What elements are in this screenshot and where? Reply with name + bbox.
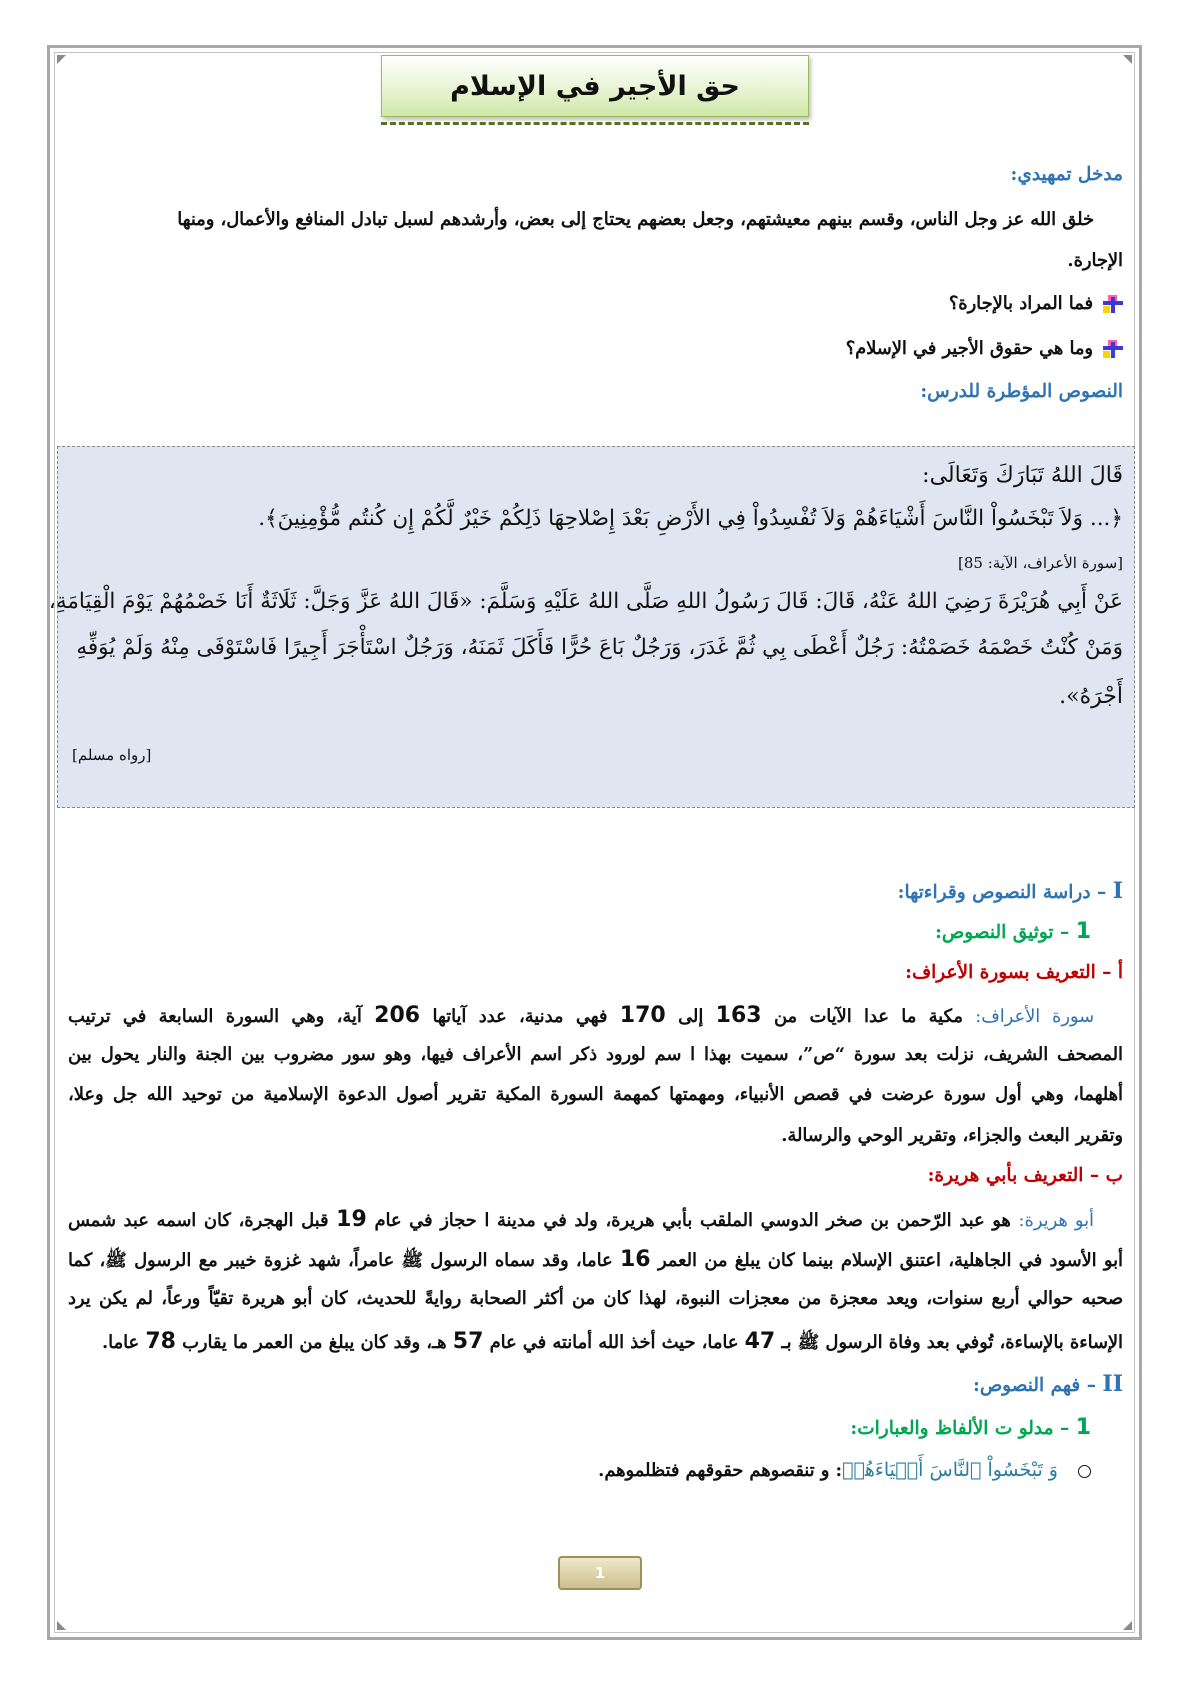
- vocabulary-quote: وَ تَبْخَسُواْ ٱلنَّاسَ أَشۡيَاءَهُمۡ: [842, 1459, 1058, 1481]
- bullet-icon: [1103, 340, 1123, 358]
- intro-question-1: [68, 292, 1123, 315]
- section-1-title: – دراسة النصوص وقراءتها:: [897, 882, 1113, 903]
- number-run: 47: [744, 1329, 776, 1354]
- intro-text-line2: الإجارة.: [1067, 250, 1123, 271]
- corner-ornament: [57, 1621, 66, 1630]
- text-run: عاما.: [101, 1332, 146, 1353]
- text-run: إلى: [665, 1006, 716, 1027]
- vocabulary-meaning: : و تنقصوهم حقوقهم فتظلموهم.: [598, 1460, 843, 1481]
- bullet-icon: [1103, 295, 1123, 313]
- number-run: 206: [374, 1003, 421, 1028]
- question-2-text: وما هي حقوق الأجير في الإسلام؟: [845, 338, 1093, 359]
- texts-heading: النصوص المؤطرة للدرس:: [920, 381, 1123, 402]
- page-number-box: [558, 1556, 642, 1590]
- corner-ornament: [57, 55, 66, 64]
- text-run: هـ، وقد كان يبلغ من العمر ما يقارب: [175, 1332, 453, 1353]
- surah-paragraph-line4: وتقرير البعث والجزاء، وتقرير الوحي والرسالة.: [781, 1125, 1123, 1146]
- title-underline: [381, 122, 809, 125]
- subsection-2-heading: [68, 1414, 1091, 1443]
- abu-hurayra-line2: [68, 1246, 1123, 1275]
- hadith-line3: أَجْرَهُ».: [1059, 684, 1123, 709]
- circle-bullet-icon: [1078, 1465, 1091, 1478]
- text-run: أبو الأسود في الجاهلية، اعتنق الإسلام بينما كان يبلغ من العمر: [650, 1250, 1123, 1271]
- section-2-heading: [68, 1370, 1123, 1399]
- quote-intro: قَالَ اللهُ تَبَارَكَ وَتَعَالَى:: [922, 463, 1123, 488]
- page-title: حق الأجير في الإسلام: [450, 70, 740, 102]
- number-run: 170: [619, 1003, 666, 1028]
- number-run: 163: [715, 1003, 762, 1028]
- text-run: فهي مدنية، عدد آياتها: [420, 1006, 620, 1027]
- abu-hurayra-line3: صحبه حوالي أربع سنوات، ويعد معجزة من معجزات النبوة، لهذا كان من أكثر الصحابة روايةً للحديث، كان أبو هريرة تقيّاً ورعاً، لم يكن يرد: [68, 1288, 1123, 1309]
- section-2-numeral: II: [1102, 1371, 1123, 1397]
- page-number: 1: [594, 1564, 606, 1582]
- number-run: 57: [452, 1329, 484, 1354]
- text-run: آية، وهي السورة السابعة في ترتيب: [68, 1006, 375, 1027]
- title-box: [381, 55, 809, 117]
- hadith-line2: وَمَنْ كُنْتُ خَصْمَهُ خَصَمْتُهُ: رَجُلٌ أَعْطَى بِي ثُمَّ غَدَرَ، وَرَجُلٌ بَاعَ حُرًّا فَأَكَلَ ثَمَنَهُ، وَرَجُلٌ اسْتَأْجَرَ أَجِيرًا فَاسْتَوْفَى مِنْهُ وَلَمْ يُوَفِّهِ: [76, 635, 1123, 660]
- text-run: عاما، حيث أخذ الله أمانته في عام: [483, 1332, 745, 1353]
- subsection-1-heading: [68, 918, 1091, 947]
- corner-ornament: [1123, 55, 1132, 64]
- intro-question-2: [68, 337, 1123, 360]
- corner-ornament: [1123, 1621, 1132, 1630]
- subsection-2-number: 1: [1075, 1415, 1091, 1440]
- intro-text-line1: خلق الله عز وجل الناس، وقسم بينهم معيشتهم، وجعل بعضهم يحتاج إلى بعض، وأرشدهم لسبل تبادل المنافع والأعمال، ومنها: [177, 209, 1094, 230]
- hadith-line1: عَنْ أَبِي هُرَيْرَةَ رَضِيَ اللهُ عَنْهُ، قَالَ: قَالَ رَسُولُ اللهِ صَلَّى اللهُ عَلَيْهِ وَسَلَّمَ: «قَالَ اللهُ عَزَّ وَجَلَّ: ثَلَاثَةٌ أَنَا خَصْمُهُمْ يَوْمَ الْقِيَامَةِ،: [48, 589, 1123, 614]
- quranic-verse: ﴿... وَلاَ تَبْخَسُواْ النَّاسَ أَشْيَاءَهُمْ وَلاَ تُفْسِدُواْ فِي الأَرْضِ بَعْدَ إِصْلاحِهَا ذَلِكُمْ خَيْرٌ لَّكُمْ إِن كُنتُم مُّؤْمِنِينَ﴾.: [258, 506, 1123, 531]
- text-run: مكية ما عدا الآيات من: [761, 1006, 976, 1027]
- framed-texts-box: [57, 446, 1135, 808]
- surah-label: سورة الأعراف:: [975, 1006, 1094, 1027]
- text-run: قبل الهجرة، كان اسمه عبد شمس: [68, 1210, 337, 1231]
- number-run: 19: [336, 1207, 367, 1232]
- hadith-reference: [رواه مسلم]: [72, 746, 152, 764]
- text-run: الإساءة بالإساءة، تُوفي بعد وفاة الرسول ﷺ بـ: [775, 1332, 1123, 1353]
- subsection-2-title: – مدلو ت الألفاظ والعبارات:: [850, 1418, 1076, 1439]
- abu-hurayra-line4: [68, 1328, 1123, 1357]
- question-1-text: فما المراد بالإجارة؟: [948, 293, 1093, 314]
- number-run: 16: [619, 1247, 651, 1272]
- intro-heading: مدخل تمهيدي:: [1010, 164, 1123, 185]
- section-1-numeral: I: [1112, 878, 1123, 904]
- abu-hurayra-line1: [68, 1206, 1094, 1235]
- surah-heading: أ – التعريف بسورة الأعراف:: [905, 962, 1123, 983]
- text-run: هو عبد الرّحمن بن صخر الدوسي الملقب بأبي هريرة، ولد في مدينة ا حجاز في عام: [366, 1210, 1019, 1231]
- text-run: عاما، وقد سماه الرسول ﷺ عامراً، شهد غزوة خيبر مع الرسول ﷺ، كما: [68, 1250, 620, 1271]
- subsection-1-title: – توثيق النصوص:: [935, 922, 1076, 943]
- number-run: 78: [145, 1329, 176, 1354]
- surah-paragraph-line1: [68, 1002, 1094, 1031]
- vocabulary-item: [68, 1458, 1091, 1483]
- abu-hurayra-heading: ب – التعريف بأبي هريرة:: [927, 1165, 1123, 1186]
- surah-paragraph-line3: أهلهما، وهي أول سورة عرضت في قصص الأنبياء، ومهمتها كمهمة السورة المكية تقرير أصول الدعوة الإسلامية من توحيد الله جل وعلا،: [68, 1084, 1123, 1105]
- section-2-title: – فهم النصوص:: [972, 1375, 1103, 1396]
- subsection-1-number: 1: [1075, 919, 1091, 944]
- verse-reference: [سورة الأعراف، الآية: 85]: [957, 554, 1123, 572]
- section-1-heading: [68, 877, 1123, 906]
- surah-paragraph-line2: المصحف الشريف، نزلت بعد سورة “ص”، سميت بهذا ا سم لورود ذكر اسم الأعراف فيها، وهو سور مضروب بين الجنة والنار يحول بين: [68, 1044, 1123, 1065]
- abu-hurayra-label: أبو هريرة:: [1018, 1210, 1094, 1231]
